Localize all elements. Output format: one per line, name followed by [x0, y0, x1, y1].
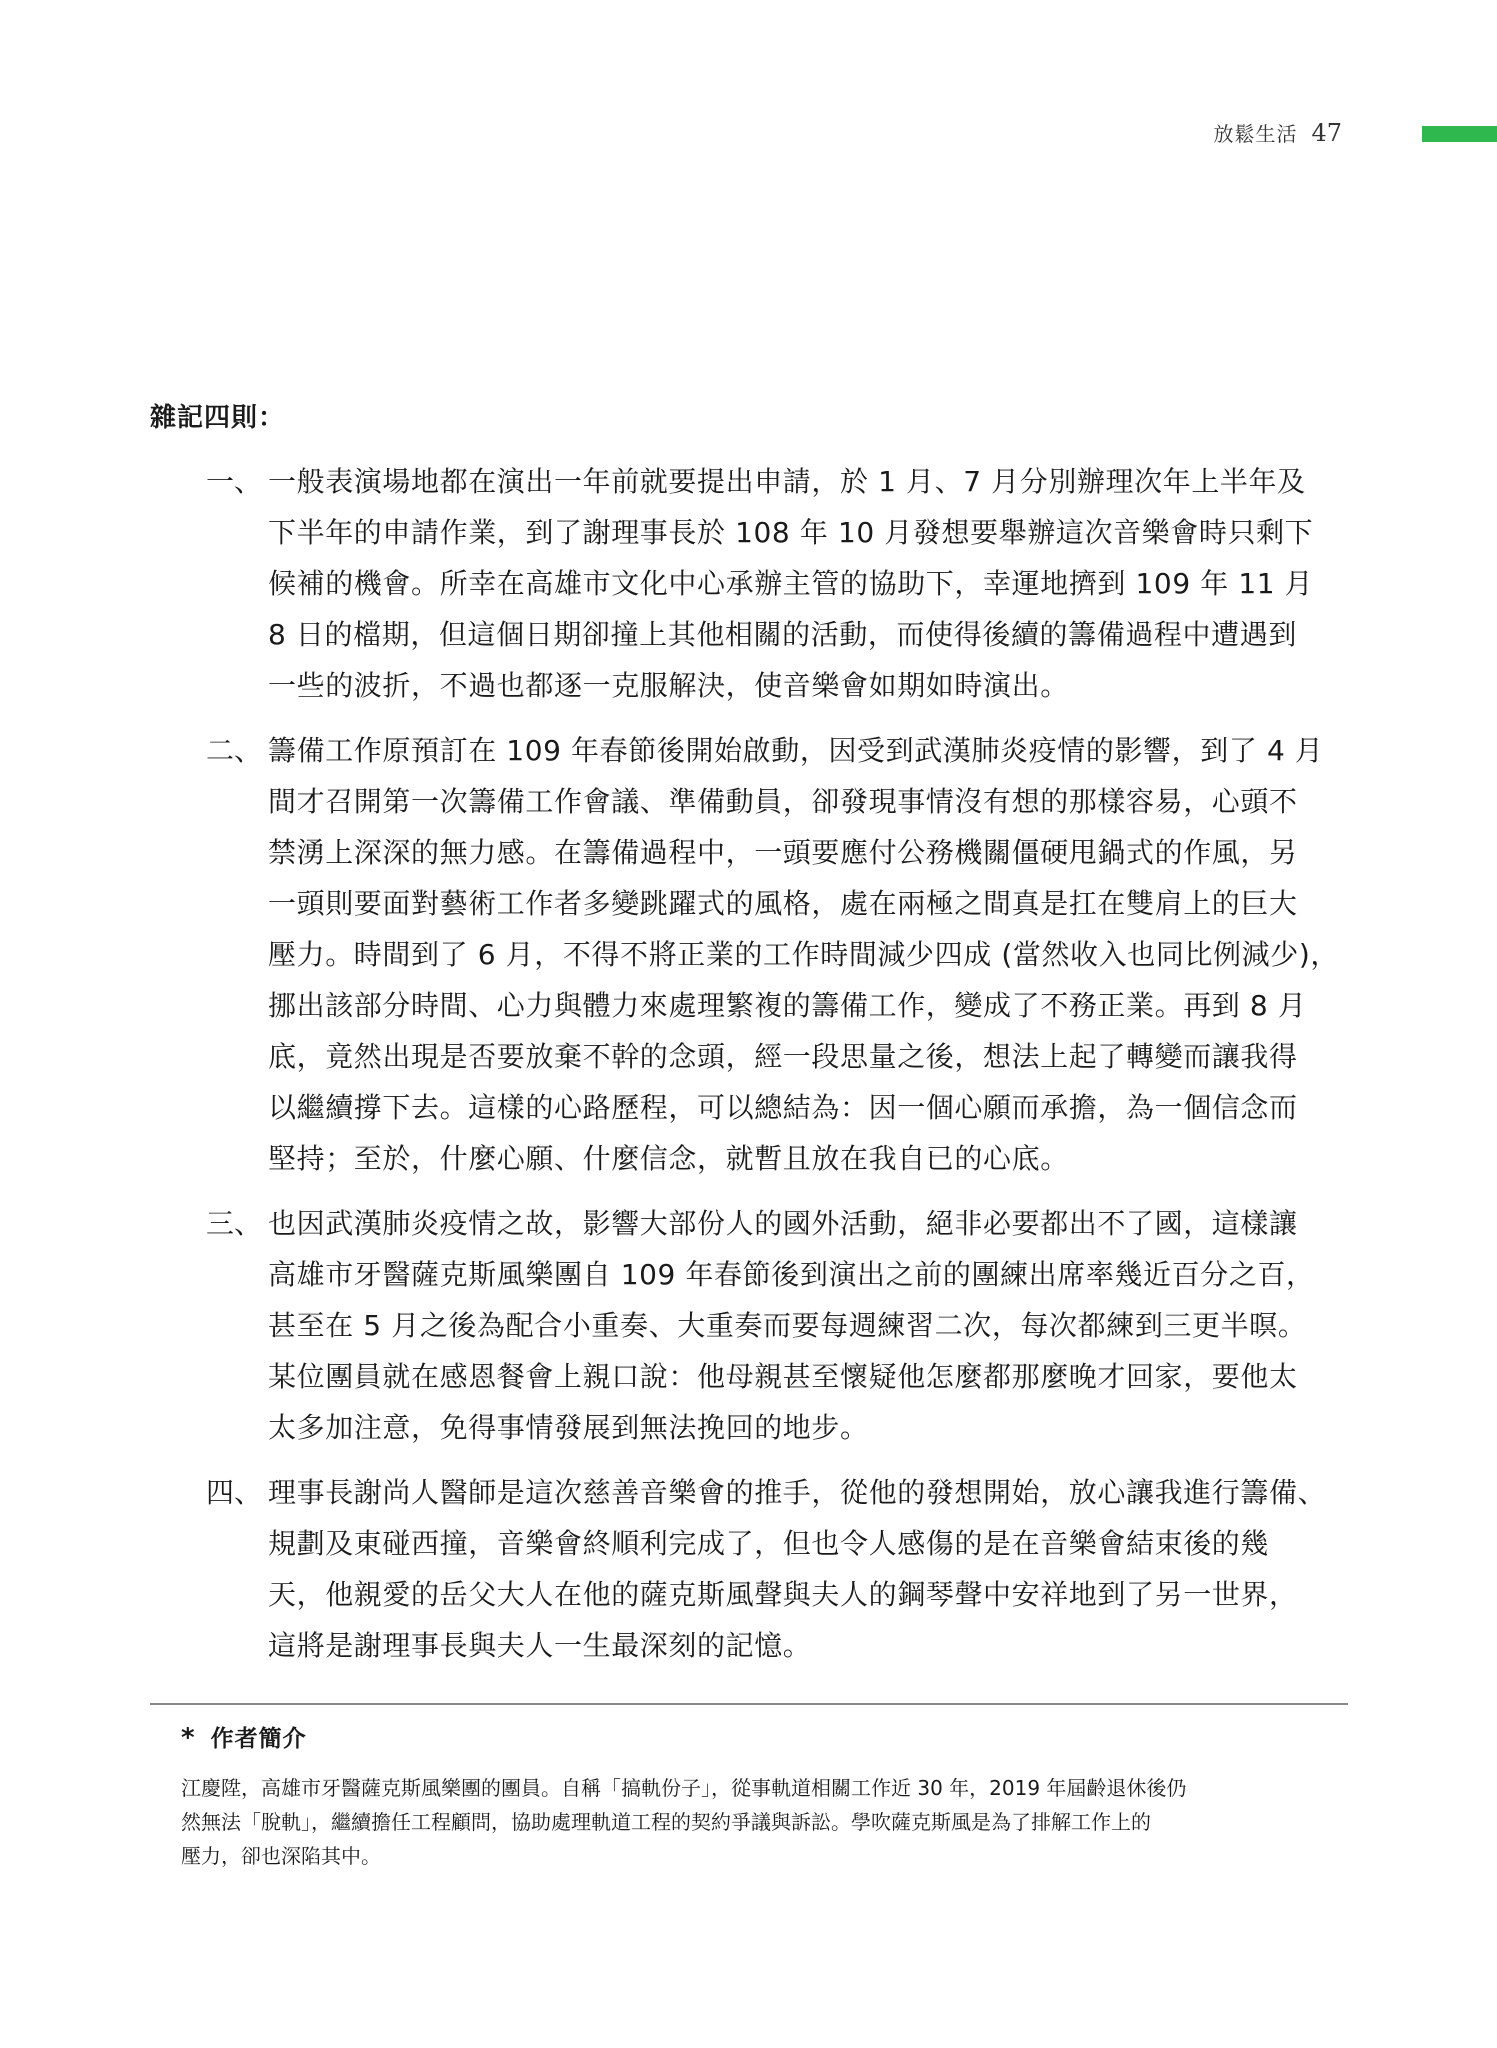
author-bio	[181, 1720, 1351, 1873]
item-line: 一頭則要面對藝術工作者多變跳躍式的風格，處在兩極之間真是扛在雙肩上的巨大	[268, 887, 1298, 920]
item-line: 堅持；至於，什麼心願、什麼信念，就暫且放在我自已的心底。	[268, 1142, 1069, 1175]
page-number: 47	[1311, 119, 1342, 147]
item-line: 間才召開第一次籌備工作會議、準備動員，卻發現事情沒有想的那樣容易，心頭不	[268, 785, 1298, 818]
item-line: 挪出該部分時間、心力與體力來處理繁複的籌備工作，變成了不務正業。再到 8 月	[268, 989, 1307, 1022]
article-body	[150, 397, 1350, 1685]
item-line: 下半年的申請作業，到了謝理事長於 108 年 10 月發想要舉辦這次音樂會時只剩下	[268, 516, 1314, 549]
bio-line: 然無法「脫軌」，繼續擔任工程顧問，協助處理軌道工程的契約爭議與訴訟。學吹薩克斯風是為了排解工作上的	[181, 1810, 1151, 1834]
item-line: 禁湧上深深的無力感。在籌備過程中，一頭要應付公務機關僵硬甩鍋式的作風，另	[268, 836, 1298, 869]
item-line: 也因武漢肺炎疫情之故，影響大部份人的國外活動，絕非必要都出不了國，這樣讓	[268, 1207, 1298, 1240]
item-marker: 四、	[206, 1476, 263, 1509]
section-title: 放鬆生活	[1213, 122, 1298, 146]
item-line: 候補的機會。所幸在高雄市文化中心承辦主管的協助下，幸運地擠到 109 年 11 月	[268, 567, 1314, 600]
item-line: 一般表演場地都在演出一年前就要提出申請，於 1 月、7 月分別辦理次年上半年及	[268, 465, 1306, 498]
article-heading: 雜記四則：	[150, 403, 286, 433]
item-line: 理事長謝尚人醫師是這次慈善音樂會的推手，從他的發想開始，放心讓我進行籌備、	[268, 1476, 1327, 1509]
bio-line: 江慶陞，高雄市牙醫薩克斯風樂團的團員。自稱「搞軌份子」，從事軌道相關工作近 30 年，2019 年屆齡退休後仍	[181, 1776, 1187, 1800]
item-line: 以繼續撐下去。這樣的心路歷程，可以總結為：因一個心願而承擔，為一個信念而	[268, 1091, 1298, 1124]
item-line: 某位團員就在感恩餐會上親口說：他母親甚至懷疑他怎麼都那麼晚才回家，要他太	[268, 1360, 1298, 1393]
item-line: 規劃及東碰西撞，音樂會終順利完成了，但也令人感傷的是在音樂會結束後的幾	[268, 1527, 1270, 1560]
item-line: 底，竟然出現是否要放棄不幹的念頭，經一段思量之後，想法上起了轉變而讓我得	[268, 1040, 1298, 1073]
list-item	[150, 1467, 1350, 1671]
list-item	[150, 1198, 1350, 1453]
footnote-divider	[150, 1703, 1348, 1705]
footnote-asterisk: *	[181, 1723, 196, 1753]
green-tab-marker	[1422, 126, 1497, 142]
item-marker: 一、	[206, 465, 263, 498]
item-line: 一些的波折，不過也都逐一克服解決，使音樂會如期如時演出。	[268, 669, 1069, 702]
item-line: 太多加注意，免得事情發展到無法挽回的地步。	[268, 1411, 869, 1444]
list-item	[150, 456, 1350, 711]
running-header	[1213, 118, 1342, 147]
item-line: 壓力。時間到了 6 月，不得不將正業的工作時間減少四成 (當然收入也同比例減少)，	[268, 938, 1339, 971]
item-line: 這將是謝理事長與夫人一生最深刻的記憶。	[268, 1629, 812, 1662]
bio-line: 壓力，卻也深陷其中。	[181, 1844, 381, 1868]
bio-title-row	[181, 1720, 1351, 1753]
item-line: 8 日的檔期，但這個日期卻撞上其他相關的活動，而使得後續的籌備過程中遭遇到	[268, 618, 1297, 651]
item-marker: 二、	[206, 734, 263, 767]
item-line: 高雄市牙醫薩克斯風樂團自 109 年春節後到演出之前的團練出席率幾近百分之百，	[268, 1258, 1315, 1291]
item-line: 甚至在 5 月之後為配合小重奏、大重奏而要每週練習二次，每次都練到三更半暝。	[268, 1309, 1307, 1342]
item-line: 天，他親愛的岳父大人在他的薩克斯風聲與夫人的鋼琴聲中安祥地到了另一世界，	[268, 1578, 1298, 1611]
list-item	[150, 725, 1350, 1184]
item-marker: 三、	[206, 1207, 263, 1240]
bio-title: 作者簡介	[210, 1726, 307, 1752]
item-line: 籌備工作原預訂在 109 年春節後開始啟動，因受到武漢肺炎疫情的影響，到了 4 月	[268, 734, 1324, 767]
